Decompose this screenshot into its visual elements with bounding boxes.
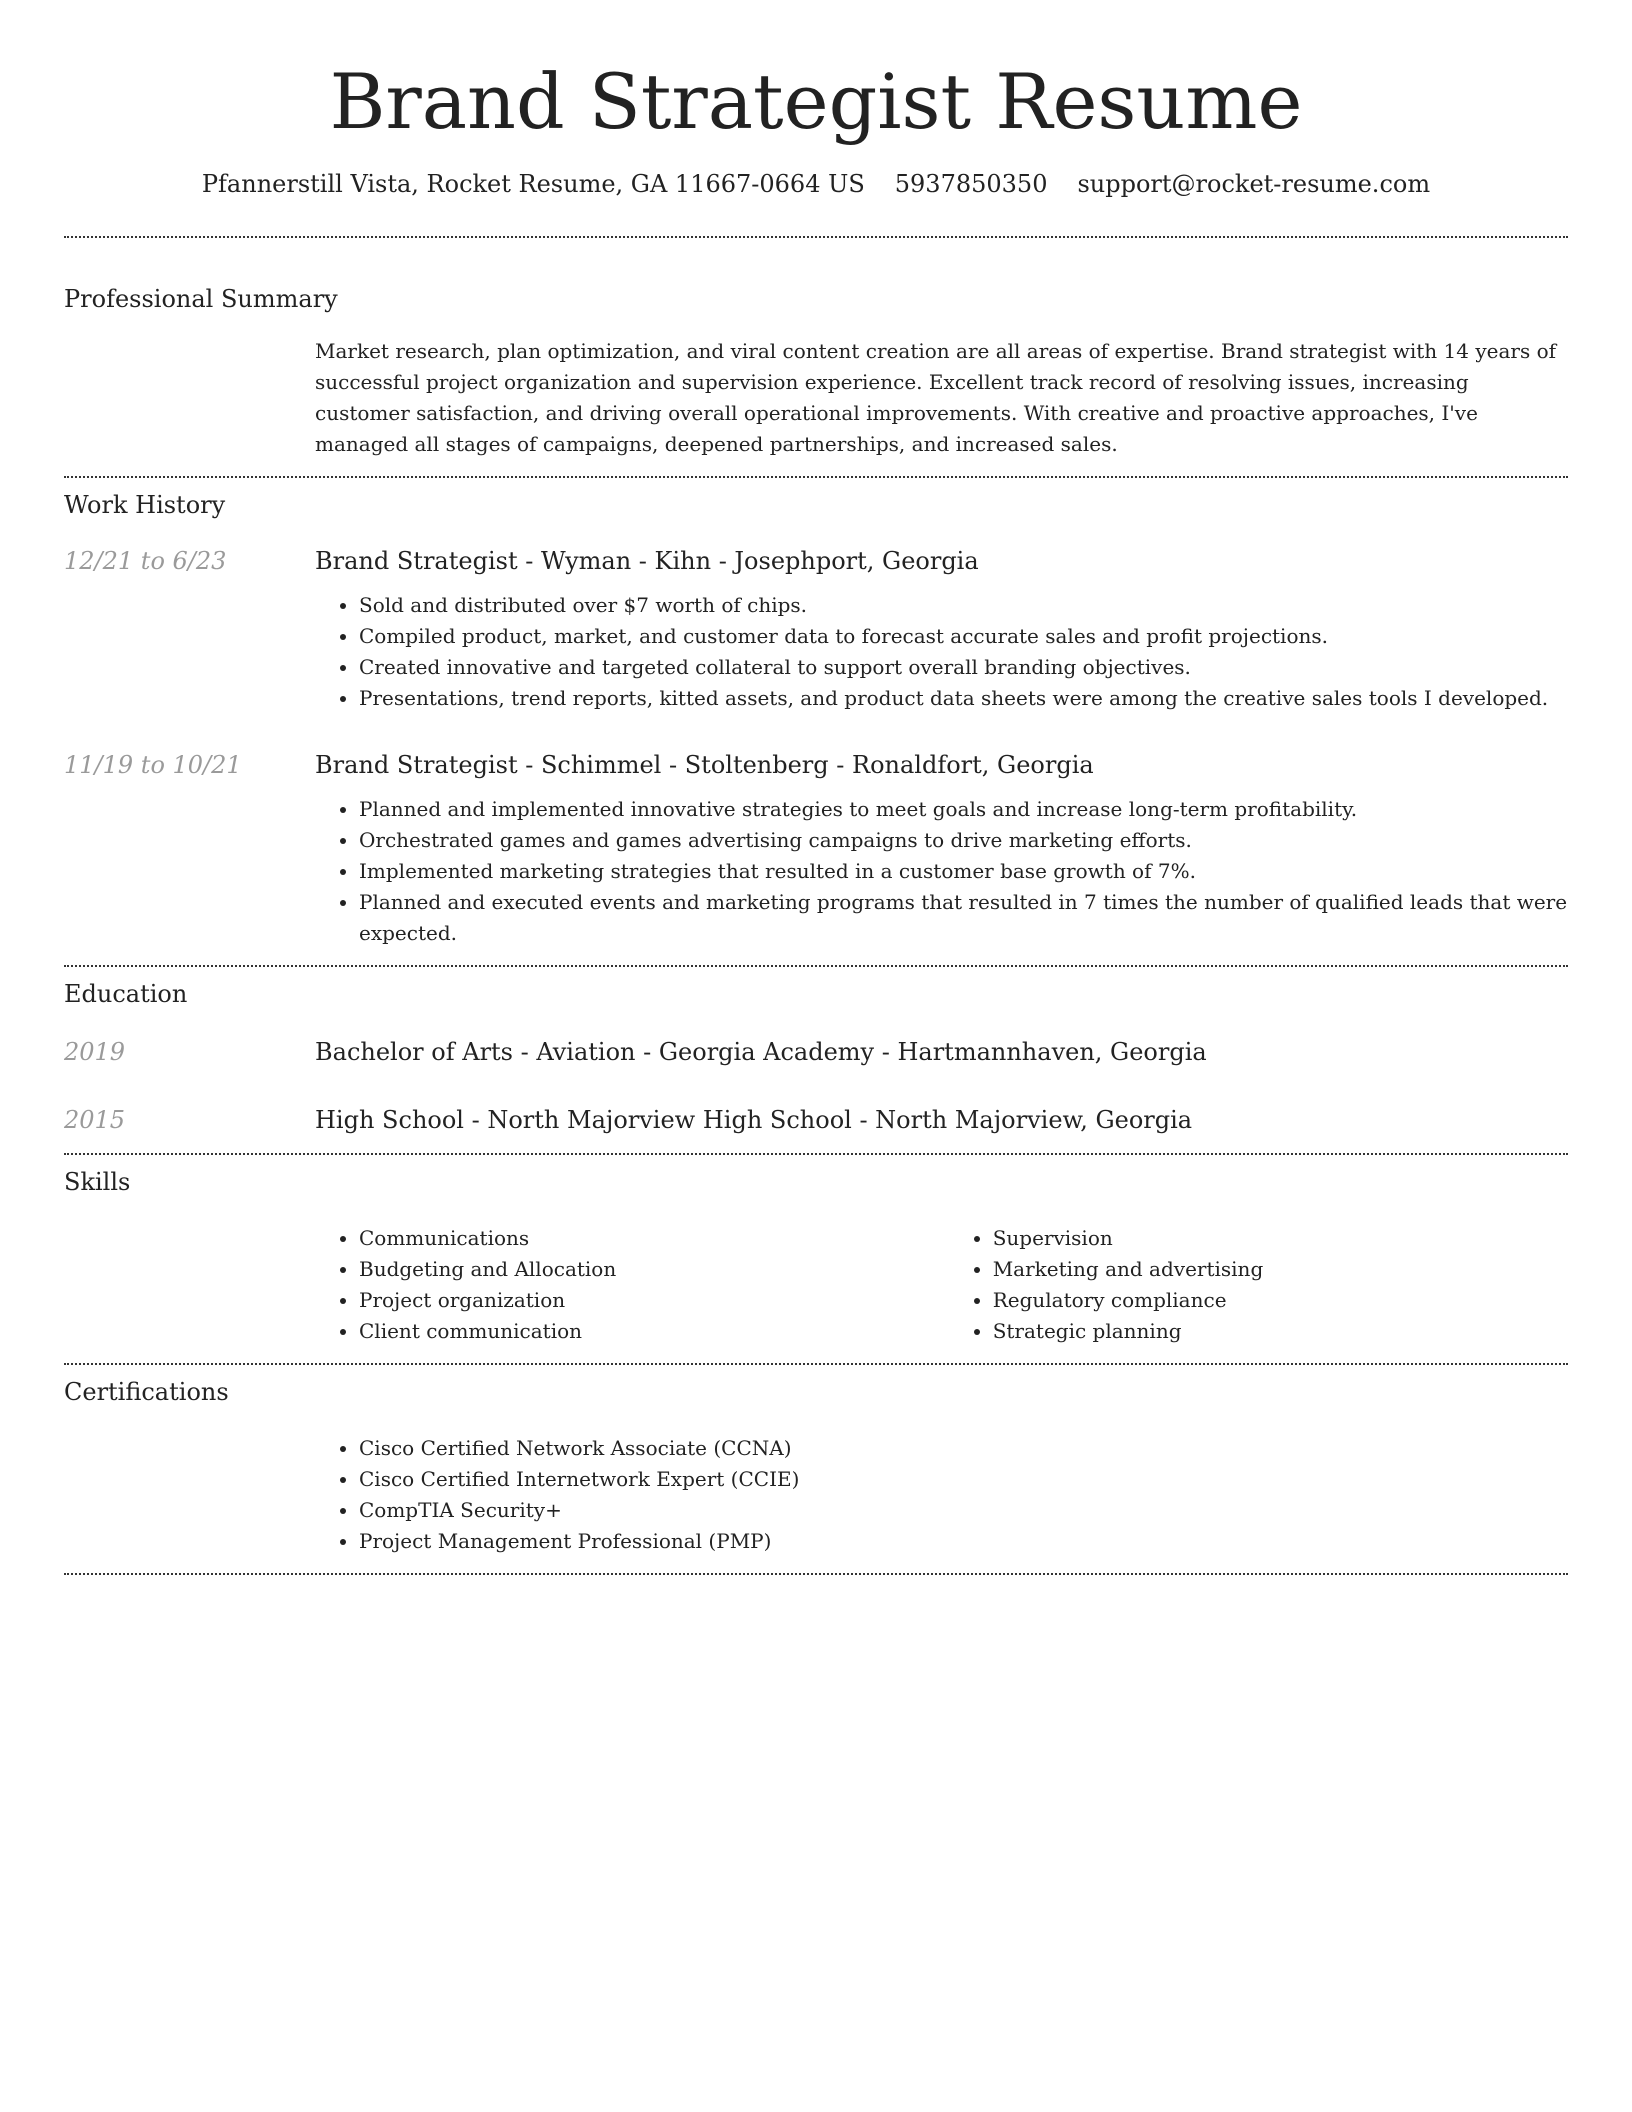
- work-history-section: [64, 490, 1568, 949]
- contact-line: [64, 168, 1568, 200]
- certifications-heading: Certifications: [64, 1378, 229, 1406]
- divider: [64, 476, 1568, 478]
- education-year: 2015: [64, 1106, 126, 1134]
- job-bullets: [315, 794, 1568, 949]
- certifications-list: [315, 1433, 1568, 1557]
- summary-heading: Professional Summary: [64, 285, 338, 313]
- skills-heading: Skills: [64, 1168, 131, 1196]
- list-item: • Planned and executed events and marketing programs that resulted in 7 times the number of qualified leads that were expected.: [359, 887, 1568, 949]
- job-bullets: [315, 590, 1568, 714]
- work-history-heading: Work History: [64, 491, 226, 519]
- divider: [64, 1153, 1568, 1155]
- list-item: • Orchestrated games and games advertising campaigns to drive marketing efforts.: [359, 825, 1568, 856]
- job-entry: [64, 544, 1568, 714]
- job-title: Brand Strategist - Wyman - Kihn - Josephport, Georgia: [315, 547, 979, 575]
- education-section: [64, 979, 1568, 1137]
- resume-title: Brand Strategist Resume: [329, 57, 1303, 146]
- contact-email: support@rocket-resume.com: [1077, 170, 1431, 198]
- job-dates: 12/21 to 6/23: [64, 547, 227, 575]
- contact-phone: 5937850350: [894, 170, 1048, 198]
- skills-grid: [315, 1223, 1568, 1347]
- list-item: • Cisco Certified Internetwork Expert (CCIE): [359, 1464, 1568, 1495]
- list-item: • Project organization: [359, 1285, 949, 1316]
- list-item: • Supervision: [993, 1223, 1568, 1254]
- list-item: • Presentations, trend reports, kitted assets, and product data sheets were among the creative sales tools I developed.: [359, 683, 1568, 714]
- education-entry: [64, 1035, 1568, 1069]
- list-item: • Budgeting and Allocation: [359, 1254, 949, 1285]
- job-dates: 11/19 to 10/21: [64, 751, 242, 779]
- list-item: • Compiled product, market, and customer data to forecast accurate sales and profit projections.: [359, 621, 1568, 652]
- list-item: • CompTIA Security+: [359, 1495, 1568, 1526]
- list-item: • Cisco Certified Network Associate (CCNA): [359, 1433, 1568, 1464]
- divider: [64, 1573, 1568, 1575]
- education-year: 2019: [64, 1038, 126, 1066]
- list-item: • Communications: [359, 1223, 949, 1254]
- skills-list-right: [949, 1223, 1568, 1347]
- skills-section: [64, 1167, 1568, 1347]
- list-item: • Strategic planning: [993, 1316, 1568, 1347]
- list-item: • Implemented marketing strategies that resulted in a customer base growth of 7%.: [359, 856, 1568, 887]
- skills-list-left: [315, 1223, 949, 1347]
- education-heading: Education: [64, 980, 188, 1008]
- list-item: • Regulatory compliance: [993, 1285, 1568, 1316]
- list-item: • Planned and implemented innovative strategies to meet goals and increase long-term profitability.: [359, 794, 1568, 825]
- list-item: • Created innovative and targeted collateral to support overall branding objectives.: [359, 652, 1568, 683]
- education-text: Bachelor of Arts - Aviation - Georgia Academy - Hartmannhaven, Georgia: [315, 1038, 1207, 1066]
- education-text: High School - North Majorview High School - North Majorview, Georgia: [315, 1106, 1193, 1134]
- education-entry: [64, 1103, 1568, 1137]
- divider: [64, 965, 1568, 967]
- list-item: • Sold and distributed over $7 worth of chips.: [359, 590, 1568, 621]
- divider: [64, 236, 1568, 238]
- summary-text: Market research, plan optimization, and viral content creation are all areas of expertise. Brand strategist with 14 years of successful project organization and supervision experience. Excellent track record of resolving issues, increasing customer satisfaction, and driving overall operational improvements. With creative and proactive approaches, I've managed all stages of campaigns, deepened partnerships, and increased sales.: [315, 339, 1557, 456]
- resume-page: [64, 0, 1568, 1575]
- list-item: • Project Management Professional (PMP): [359, 1526, 1568, 1557]
- list-item: • Client communication: [359, 1316, 949, 1347]
- list-item: • Marketing and advertising: [993, 1254, 1568, 1285]
- summary-section: [64, 284, 1568, 460]
- certifications-section: [64, 1377, 1568, 1557]
- divider: [64, 1363, 1568, 1365]
- job-entry: [64, 748, 1568, 949]
- job-title: Brand Strategist - Schimmel - Stoltenberg - Ronaldfort, Georgia: [315, 751, 1094, 779]
- contact-address: Pfannerstill Vista, Rocket Resume, GA 11667-0664 US: [201, 170, 865, 198]
